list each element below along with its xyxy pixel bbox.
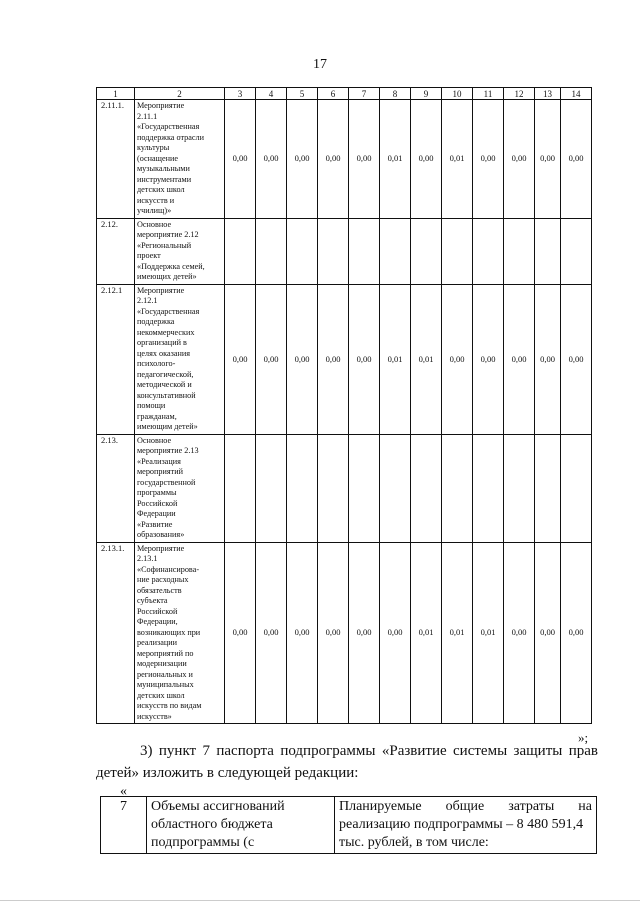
description-line: «Государственная xyxy=(137,306,200,316)
value-cell xyxy=(256,434,287,542)
value-cell: 0,00 xyxy=(473,100,504,219)
value-cell: 0,00 xyxy=(504,542,535,724)
value-cell: 0,00 xyxy=(256,284,287,434)
description-line: имеющих детей» xyxy=(137,272,197,281)
description-line: (оснащение xyxy=(137,153,179,163)
passport-label-line: Объемы ассигнований xyxy=(151,799,285,814)
value-cell xyxy=(411,434,442,542)
column-header: 3 xyxy=(225,88,256,100)
description-line: Мероприятие xyxy=(137,543,185,553)
table-row xyxy=(97,434,592,542)
value-cell: 0,00 xyxy=(256,542,287,724)
value-cell: 0,00 xyxy=(349,284,380,434)
table-row xyxy=(97,100,592,219)
description-line: реализации xyxy=(137,638,178,647)
passport-item-number: 7 xyxy=(101,797,147,854)
table-header-row xyxy=(97,88,592,100)
value-cell xyxy=(473,218,504,284)
description-line: Мероприятие xyxy=(137,285,185,295)
value-cell xyxy=(535,434,561,542)
description-line: музыкальными xyxy=(137,164,190,173)
row-description xyxy=(135,542,225,724)
description-line: училищ)» xyxy=(137,206,172,215)
row-description xyxy=(135,284,225,434)
budget-table xyxy=(96,87,592,724)
value-cell xyxy=(256,218,287,284)
value-cell xyxy=(287,434,318,542)
value-cell xyxy=(473,434,504,542)
column-header: 12 xyxy=(504,88,535,100)
description-line: «Софинансирова- xyxy=(137,564,200,574)
description-line: 2.11.1 xyxy=(137,111,158,121)
passport-item-value xyxy=(335,797,597,854)
description-line: образования» xyxy=(137,530,185,539)
value-cell: 0,00 xyxy=(318,542,349,724)
value-cell xyxy=(504,434,535,542)
description-line: поддержка отрасли xyxy=(137,132,204,142)
description-line: организаций в xyxy=(137,338,187,347)
passport-label-line: областного бюджета xyxy=(151,817,273,832)
value-cell xyxy=(442,434,473,542)
column-header: 8 xyxy=(380,88,411,100)
description-line: обязательств xyxy=(137,585,182,595)
value-cell xyxy=(349,218,380,284)
column-header: 13 xyxy=(535,88,561,100)
description-line: инструментами xyxy=(137,174,192,184)
description-line: методической и xyxy=(137,380,192,389)
value-cell: 0,00 xyxy=(287,100,318,219)
value-cell xyxy=(442,218,473,284)
value-cell xyxy=(411,218,442,284)
description-line: «Государственная xyxy=(137,122,200,131)
closing-quote: »; xyxy=(578,730,589,745)
description-line: региональных и xyxy=(137,669,193,679)
table-row xyxy=(97,542,592,724)
description-line: гражданам, xyxy=(137,411,177,421)
row-description xyxy=(135,100,225,219)
row-code: 2.13. xyxy=(97,434,135,542)
description-line: «Реализация xyxy=(137,456,181,466)
value-cell: 0,00 xyxy=(561,542,592,724)
description-line: субъекта xyxy=(137,596,168,605)
value-cell: 0,00 xyxy=(561,100,592,219)
value-cell xyxy=(561,434,592,542)
value-cell: 0,01 xyxy=(380,100,411,219)
row-code: 2.12. xyxy=(97,218,135,284)
passport-item-label xyxy=(147,797,335,854)
description-line: 2.12.1 xyxy=(137,296,158,305)
description-line: «Поддержка семей, xyxy=(137,261,205,271)
value-cell: 0,00 xyxy=(535,100,561,219)
value-cell: 0,00 xyxy=(287,284,318,434)
row-code: 2.13.1. xyxy=(97,542,135,724)
description-line: Российской xyxy=(137,606,178,616)
passport-value-line: Планируемые общие затраты на xyxy=(339,799,592,814)
value-cell xyxy=(287,218,318,284)
description-line: некоммерческих xyxy=(137,327,195,337)
description-line: поддержка xyxy=(137,317,175,326)
description-line: проект xyxy=(137,251,161,260)
value-cell: 0,00 xyxy=(504,284,535,434)
row-description xyxy=(135,434,225,542)
value-cell xyxy=(504,218,535,284)
description-line: возникающих при xyxy=(137,627,201,637)
description-line: Основное xyxy=(137,435,172,445)
description-line: целях оказания xyxy=(137,348,190,358)
value-cell: 0,00 xyxy=(473,284,504,434)
column-header: 4 xyxy=(256,88,287,100)
description-line: мероприятий xyxy=(137,467,183,476)
description-line: искусств по видам xyxy=(137,701,202,710)
description-line: мероприятий по xyxy=(137,648,194,658)
paragraph-line-2: детей» изложить в следующей редакции: xyxy=(96,765,359,781)
value-cell: 0,00 xyxy=(225,284,256,434)
description-line: Мероприятие xyxy=(137,101,185,110)
description-line: искусств и xyxy=(137,195,175,205)
description-line: консультативной xyxy=(137,390,196,400)
value-cell: 0,01 xyxy=(473,542,504,724)
value-cell: 0,00 xyxy=(442,284,473,434)
column-header: 14 xyxy=(561,88,592,100)
description-line: детских школ xyxy=(137,185,185,194)
description-line: программы xyxy=(137,488,177,497)
column-header: 11 xyxy=(473,88,504,100)
paragraph-line-1: 3) пункт 7 паспорта подпрограммы «Развитие системы защиты прав xyxy=(140,743,598,759)
column-header: 9 xyxy=(411,88,442,100)
column-header: 6 xyxy=(318,88,349,100)
value-cell xyxy=(561,218,592,284)
value-cell: 0,00 xyxy=(287,542,318,724)
description-line: детских школ xyxy=(137,690,185,700)
value-cell: 0,00 xyxy=(535,542,561,724)
value-cell: 0,00 xyxy=(411,100,442,219)
description-line: имеющим детей» xyxy=(137,422,198,431)
value-cell: 0,01 xyxy=(411,542,442,724)
description-line: педагогической, xyxy=(137,369,194,379)
passport-value-line: реализацию подпрограммы – 8 480 591,4 xyxy=(339,817,584,832)
value-cell: 0,00 xyxy=(318,284,349,434)
row-code: 2.11.1. xyxy=(97,100,135,219)
value-cell: 0,01 xyxy=(411,284,442,434)
description-line: помощи xyxy=(137,401,166,410)
description-line: 2.13.1 xyxy=(137,554,158,563)
value-cell: 0,00 xyxy=(349,100,380,219)
column-header: 1 xyxy=(97,88,135,100)
value-cell: 0,01 xyxy=(442,542,473,724)
value-cell: 0,00 xyxy=(256,100,287,219)
value-cell: 0,00 xyxy=(318,100,349,219)
value-cell xyxy=(318,218,349,284)
description-line: Федерации xyxy=(137,509,176,518)
row-description xyxy=(135,218,225,284)
value-cell xyxy=(318,434,349,542)
description-line: психолого- xyxy=(137,359,176,368)
page-number: 17 xyxy=(313,57,327,72)
column-header: 5 xyxy=(287,88,318,100)
description-line: Основное xyxy=(137,219,172,229)
value-cell: 0,00 xyxy=(504,100,535,219)
description-line: культуры xyxy=(137,143,170,152)
value-cell: 0,00 xyxy=(225,100,256,219)
description-line: искусств» xyxy=(137,711,172,721)
passport-table xyxy=(100,796,597,854)
value-cell: 0,01 xyxy=(380,284,411,434)
description-line: мероприятие 2.12 xyxy=(137,230,199,239)
table-row xyxy=(97,284,592,434)
value-cell: 0,00 xyxy=(225,542,256,724)
description-line: «Развитие xyxy=(137,519,173,529)
description-line: государственной xyxy=(137,477,196,487)
page-edge xyxy=(0,900,640,901)
description-line: мероприятие 2.13 xyxy=(137,446,199,455)
value-cell: 0,00 xyxy=(349,542,380,724)
table-row xyxy=(97,218,592,284)
description-line: Российской xyxy=(137,498,178,508)
value-cell xyxy=(349,434,380,542)
description-line: модернизации xyxy=(137,659,187,668)
row-code: 2.12.1 xyxy=(97,284,135,434)
value-cell: 0,00 xyxy=(380,542,411,724)
value-cell: 0,00 xyxy=(535,284,561,434)
column-header: 10 xyxy=(442,88,473,100)
description-line: муниципальных xyxy=(137,680,194,689)
value-cell: 0,00 xyxy=(561,284,592,434)
value-cell xyxy=(380,434,411,542)
passport-label-line: подпрограммы (с xyxy=(151,835,255,850)
passport-row xyxy=(101,797,597,854)
value-cell xyxy=(225,218,256,284)
value-cell xyxy=(380,218,411,284)
opening-quote: « xyxy=(120,784,127,799)
description-line: Федерации, xyxy=(137,617,178,626)
value-cell: 0,01 xyxy=(442,100,473,219)
value-cell xyxy=(225,434,256,542)
passport-value-line: тыс. рублей, в том числе: xyxy=(339,835,489,850)
column-header: 7 xyxy=(349,88,380,100)
column-header: 2 xyxy=(135,88,225,100)
value-cell xyxy=(535,218,561,284)
description-line: «Региональный xyxy=(137,240,192,250)
description-line: ние расходных xyxy=(137,575,189,584)
